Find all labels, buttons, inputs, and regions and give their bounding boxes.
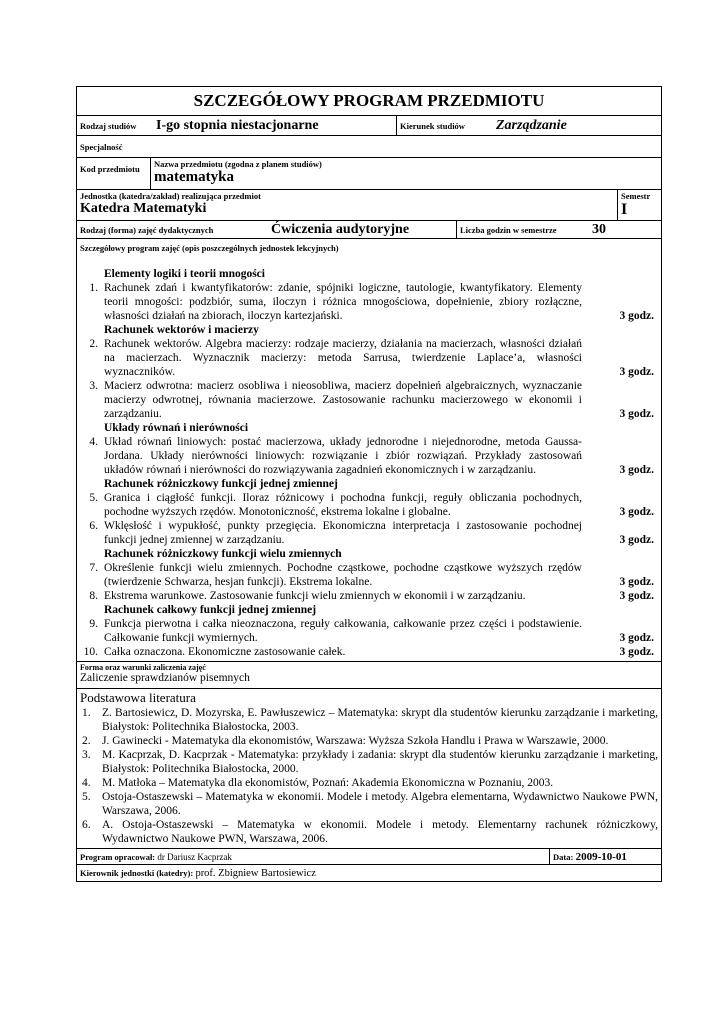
- program-item: [80, 645, 658, 659]
- author-cell: [77, 849, 549, 864]
- semester-label: Semestr: [621, 191, 651, 201]
- program-item-hours: 3 godz.: [619, 506, 654, 518]
- literature-item-number: 6.: [82, 819, 91, 831]
- hours-label: Liczba godzin w semestrze: [460, 224, 557, 235]
- literature-item-number: 4.: [82, 777, 91, 789]
- head-of-unit-row: [77, 865, 661, 881]
- program-item-text: Rachunek wektorów. Algebra macierzy: rodzaje macierzy, działania na macierzach, własności działań na macierzach. Wyznacznik macierzy: metoda Sarrusa, twierdzenie Laplace’a, własności wyznaczników.: [104, 338, 582, 378]
- program-item-number: 9.: [89, 618, 98, 630]
- program-item: [80, 589, 658, 603]
- program-item: [80, 617, 658, 645]
- program-item-text: Całka oznaczona. Ekonomiczne zastosowanie całek.: [104, 646, 346, 658]
- semester-value: I: [621, 201, 628, 218]
- study-type-cell: [77, 116, 396, 135]
- field-of-study-label: Kierunek studiów: [400, 120, 465, 131]
- program-item-hours: 3 godz.: [619, 576, 654, 588]
- semester-cell: [617, 190, 661, 220]
- class-form-cell: [77, 221, 456, 238]
- program-item-number: 7.: [89, 562, 98, 574]
- literature-item-text: Z. Bartosiewicz, D. Mozyrska, E. Pawłuszewicz – Matematyka: skrypt dla studentów kierunku zarządzanie i marketing, Białystok: Politechnika Białostocka, 2003.: [102, 707, 658, 733]
- program-item-number: 6.: [89, 520, 98, 532]
- literature-item-number: 1.: [82, 707, 91, 719]
- program-item-hours: 3 godz.: [619, 646, 654, 658]
- unit-label: Jednostka (katedra/zakład) realizująca przedmiot: [80, 191, 261, 201]
- program-item-number: 4.: [89, 436, 98, 448]
- literature-item: [80, 790, 658, 818]
- head-of-unit-label: Kierownik jednostki (katedry):: [80, 868, 194, 878]
- course-name-value: matematyka: [154, 169, 234, 185]
- unit-cell: [77, 190, 617, 220]
- program-section-title: Elementy logiki i teorii mnogości: [104, 268, 265, 280]
- class-form-value: Ćwiczenia audytoryjne: [271, 221, 410, 237]
- program-item-text: Granica i ciągłość funkcji. Iloraz różnicowy i pochodna funkcji, reguły obliczania pochodnych, pochodne wyższych rzędów. Monotoniczność, ekstrema lokalne i globalne.: [104, 492, 582, 518]
- specialty-row: [77, 136, 661, 158]
- assessment-cell: [77, 662, 661, 688]
- program-item: [80, 561, 658, 589]
- study-type-row: [77, 116, 661, 136]
- program-item-number: 8.: [89, 590, 98, 602]
- literature-list: [80, 706, 658, 846]
- course-code-label: Kod przedmiotu: [80, 164, 140, 174]
- course-program-form: [76, 86, 662, 882]
- author-label: Program opracował:: [80, 851, 156, 862]
- hours-value: 30: [592, 221, 606, 237]
- program-item-text: Układ równań liniowych: postać macierzowa, układy jednorodne i niejednorodne, metoda Gaussa-Jordana. Układy nierówności liniowych: rozwiązanie i zbiór rozwiązań. Przykłady zastosowań układów równań i nierówności do rozwiązywania zagadnień ekonomicznych i w zarządzaniu.: [104, 436, 582, 476]
- program-item-number: 3.: [89, 380, 98, 392]
- study-type-value: I-go stopnia niestacjonarne: [156, 117, 319, 133]
- specialty-label: Specjalność: [80, 141, 123, 152]
- program-item-hours: 3 godz.: [619, 534, 654, 546]
- literature-item-text: M. Kacprzak, D. Kacprzak - Matematyka: przykłady i zadania: skrypt dla studentów kierunku zarządzanie i marketing, Białystok: Politechnika Białostocka, 2000.: [102, 749, 658, 775]
- literature-item-text: Ostoja-Ostaszewski – Matematyka w ekonomii. Modele i metody. Algebra elementarna, Wydawnictwo Naukowe PWN, Warszawa, 2006.: [102, 791, 658, 817]
- program-item: [80, 337, 658, 379]
- unit-value: Katedra Matematyki: [80, 201, 207, 216]
- program-body: [77, 239, 661, 661]
- literature-item: [80, 706, 658, 734]
- program-item-hours: 3 godz.: [619, 590, 654, 602]
- unit-row: [77, 190, 661, 221]
- class-form-label: Rodzaj (forma) zajęć dydaktycznych: [80, 224, 214, 235]
- program-item: [80, 491, 658, 519]
- program-item-number: 5.: [89, 492, 98, 504]
- program-item-text: Funkcja pierwotna i całka nieoznaczona, reguły całkowania, całkowanie przez części i podstawienie. Całkowanie funkcji wymiernych.: [104, 618, 582, 644]
- course-name-label: Nazwa przedmiotu (zgodna z planem studiów): [154, 159, 322, 169]
- date-cell: [549, 849, 661, 864]
- program-item-number: 2.: [89, 338, 98, 350]
- date-label: Data:: [553, 851, 574, 862]
- program-item: [80, 281, 658, 323]
- class-form-row: [77, 221, 661, 239]
- literature-item-number: 5.: [82, 791, 91, 803]
- assessment-label: Forma oraz warunki zaliczenia zajęć: [80, 663, 206, 672]
- program-section-title: Układy równań i nierówności: [104, 422, 249, 434]
- program-section-title: Rachunek różniczkowy funkcji jednej zmiennej: [104, 478, 338, 490]
- head-of-unit-value: prof. Zbigniew Bartosiewicz: [195, 867, 316, 879]
- program-list: [80, 267, 658, 659]
- hours-cell: [456, 221, 661, 238]
- author-value: dr Dariusz Kacprzak: [157, 851, 232, 862]
- program-item-number: 1.: [89, 282, 98, 294]
- program-item-hours: 3 godz.: [619, 464, 654, 476]
- literature-body: [77, 689, 661, 848]
- program-item-text: Ekstrema warunkowe. Zastosowanie funkcji wielu zmiennych w ekonomii i w zarządzaniu.: [104, 590, 526, 602]
- program-item: [80, 519, 658, 547]
- program-row: [77, 239, 661, 662]
- literature-item-number: 3.: [82, 749, 91, 761]
- field-of-study-cell: [396, 116, 661, 135]
- head-of-unit-cell: [77, 865, 661, 881]
- program-label: Szczegółowy program zajęć (opis poszczególnych jednostek lekcyjnych): [80, 243, 339, 253]
- program-item: [80, 435, 658, 477]
- literature-item-number: 2.: [82, 735, 91, 747]
- program-section-title: Rachunek różniczkowy funkcji wielu zmiennych: [104, 548, 342, 560]
- program-item-text: Macierz odwrotna: macierz osobliwa i nieosobliwa, macierz dopełnień algebraicznych, wyznaczanie macierzy odwrotnej, równania macierzowe. Zastosowanie rachunku macierzowego w ekonomii i zarządzaniu.: [104, 380, 582, 420]
- title-row: [77, 87, 661, 116]
- literature-row: [77, 689, 661, 849]
- course-code-cell: [77, 158, 150, 189]
- literature-item: [80, 776, 658, 790]
- program-item-number: 10.: [83, 646, 98, 658]
- course-name-cell: [150, 158, 661, 189]
- field-of-study-value: Zarządzanie: [496, 117, 567, 133]
- literature-item: [80, 734, 658, 748]
- literature-item-text: J. Gawinecki - Matematyka dla ekonomistów, Warszawa: Wyższa Szkoła Handlu i Prawa w Warszawie, 2000.: [102, 735, 609, 747]
- assessment-row: [77, 662, 661, 689]
- program-section-title: Rachunek wektorów i macierzy: [104, 324, 259, 336]
- literature-title: Podstawowa literatura: [80, 690, 196, 705]
- literature-item-text: A. Ostoja-Ostaszewski – Matematyka w ekonomii. Modele i metody. Elementarny rachunek różniczkowy, Wydawnictwo Naukowe PWN, Warszawa, 2006.: [102, 819, 658, 845]
- program-item-text: Określenie funkcji wielu zmiennych. Pochodne cząstkowe, pochodne cząstkowe wyższych rzędów (twierdzenie Schwarza, hesjan funkcji). Ekstrema lokalne.: [104, 562, 582, 588]
- study-type-label: Rodzaj studiów: [80, 120, 137, 131]
- specialty-cell: [77, 136, 661, 157]
- page-title: SZCZEGÓŁOWY PROGRAM PRZEDMIOTU: [193, 91, 545, 110]
- program-item-hours: 3 godz.: [619, 632, 654, 644]
- program-section-title: Rachunek całkowy funkcji jednej zmiennej: [104, 604, 317, 616]
- program-item-hours: 3 godz.: [619, 310, 654, 322]
- assessment-value: Zaliczenie sprawdzianów pisemnych: [80, 672, 250, 684]
- date-value: 2009-10-01: [575, 850, 627, 863]
- literature-item: [80, 748, 658, 776]
- program-item: [80, 379, 658, 421]
- program-item-text: Rachunek zdań i kwantyfikatorów: zdanie, spójniki logiczne, tautologie, kwantyfikatory. Elementy teorii mnogości: podzbiór, suma, iloczyn i różnica mnogościowa, dopełnienie, zbiory rozłączne, własności działań na zbiorach, iloczyn kartezjański.: [104, 282, 582, 322]
- author-row: [77, 849, 661, 865]
- literature-item-text: M. Matłoka – Matematyka dla ekonomistów, Poznań: Akademia Ekonomiczna w Poznaniu, 2003.: [102, 777, 554, 789]
- literature-item: [80, 818, 658, 846]
- program-item-hours: 3 godz.: [619, 366, 654, 378]
- program-item-hours: 3 godz.: [619, 408, 654, 420]
- program-item-text: Wklęsłość i wypukłość, punkty przegięcia. Ekonomiczna interpretacja i zastosowanie pochodnej funkcji jednej zmiennej w zarządzaniu.: [104, 520, 582, 546]
- course-code-row: [77, 158, 661, 190]
